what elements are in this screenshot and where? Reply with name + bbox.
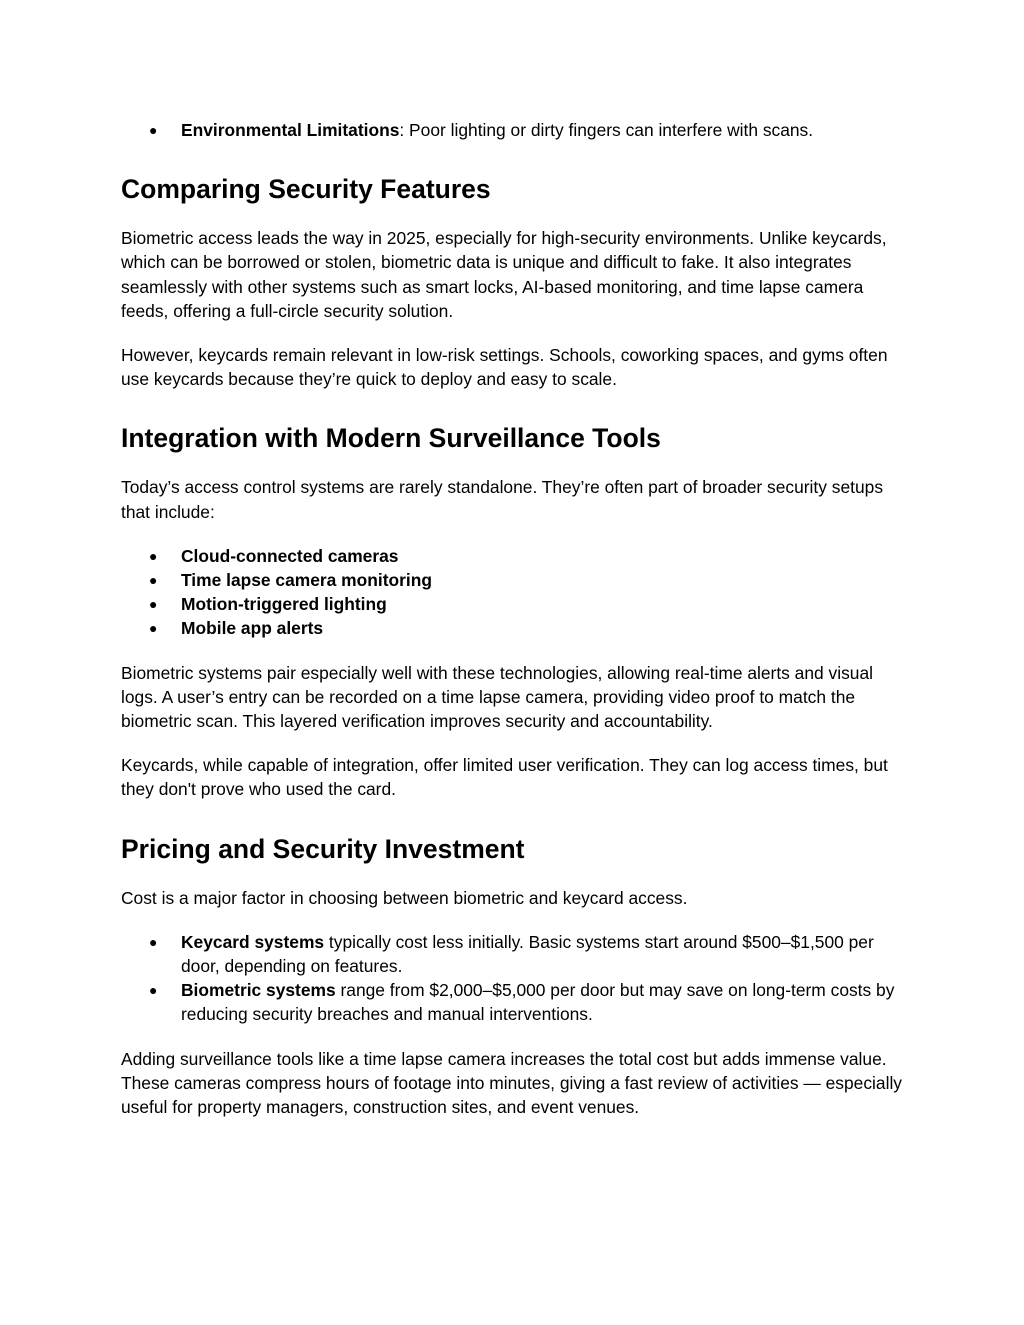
bullet-icon: ●: [149, 596, 158, 613]
list-item: [121, 544, 906, 568]
list-item-text: typically cost less initially. Basic systems start around $500–$1,500 per door, depending on features.: [181, 931, 874, 977]
list-item-text: Time lapse camera monitoring: [181, 570, 432, 591]
bullet-icon: ●: [149, 620, 158, 637]
paragraph: Keycards, while capable of integration, offer limited user verification. They can log access times, but they don't prove who used the card.: [121, 755, 888, 800]
list-item-text: : Poor lighting or dirty fingers can interfere with scans.: [399, 120, 814, 140]
paragraph: However, keycards remain relevant in low-risk settings. Schools, coworking spaces, and gyms often use keycards because they’re quick to deploy and easy to scale.: [121, 345, 888, 390]
list-item: [121, 616, 906, 640]
list-item-text: Motion-triggered lighting: [181, 594, 387, 615]
bullet-icon: ●: [149, 122, 158, 138]
surveillance-tools-list: [121, 544, 906, 641]
pricing-list: [121, 930, 906, 1027]
intro-bullet-list: [121, 118, 906, 142]
list-item-text: Mobile app alerts: [181, 618, 324, 639]
section-heading-integration: Integration with Modern Surveillance Tools: [121, 423, 661, 454]
bullet-icon: ●: [149, 547, 158, 564]
list-item-text: Cloud-connected cameras: [181, 545, 399, 566]
list-item-term: Environmental Limitations: [181, 120, 400, 140]
bullet-icon: ●: [149, 933, 158, 950]
list-item-term: Keycard systems: [181, 931, 325, 952]
paragraph: Today’s access control systems are rarely standalone. They’re often part of broader security setups that include:: [121, 477, 884, 522]
bullet-icon: ●: [149, 572, 158, 589]
paragraph: Biometric systems pair especially well with these technologies, allowing real-time alerts and visual logs. A user’s entry can be recorded on a time lapse camera, providing video proof to match the biometric scan. This layered verification improves security and accountability.: [121, 662, 873, 732]
list-item: [121, 978, 906, 1026]
list-item-term: Biometric systems: [181, 980, 336, 1001]
list-item: [121, 930, 906, 978]
paragraph: Adding surveillance tools like a time lapse camera increases the total cost but adds immense value. These cameras compress hours of footage into minutes, giving a fast review of activities — especially useful for property managers, construction sites, and event venues.: [121, 1048, 902, 1118]
list-item: [121, 592, 906, 616]
document-content: [121, 118, 906, 1139]
paragraph: Cost is a major factor in choosing between biometric and keycard access.: [121, 887, 688, 908]
list-item-text: range from $2,000–$5,000 per door but may save on long-term costs by reducing security breaches and manual interventions.: [181, 980, 895, 1025]
section-heading-pricing: Pricing and Security Investment: [121, 833, 525, 864]
section-heading-comparing-security: Comparing Security Features: [121, 174, 491, 205]
list-item: [121, 118, 906, 142]
bullet-icon: ●: [149, 982, 158, 999]
paragraph: Biometric access leads the way in 2025, especially for high-security environments. Unlike keycards, which can be borrowed or stolen, biometric data is unique and difficult to fake. It also integrates seamlessly with other systems such as smart locks, AI-based monitoring, and time lapse camera feeds, offering a full-circle security solution.: [121, 228, 887, 321]
list-item: [121, 568, 906, 592]
